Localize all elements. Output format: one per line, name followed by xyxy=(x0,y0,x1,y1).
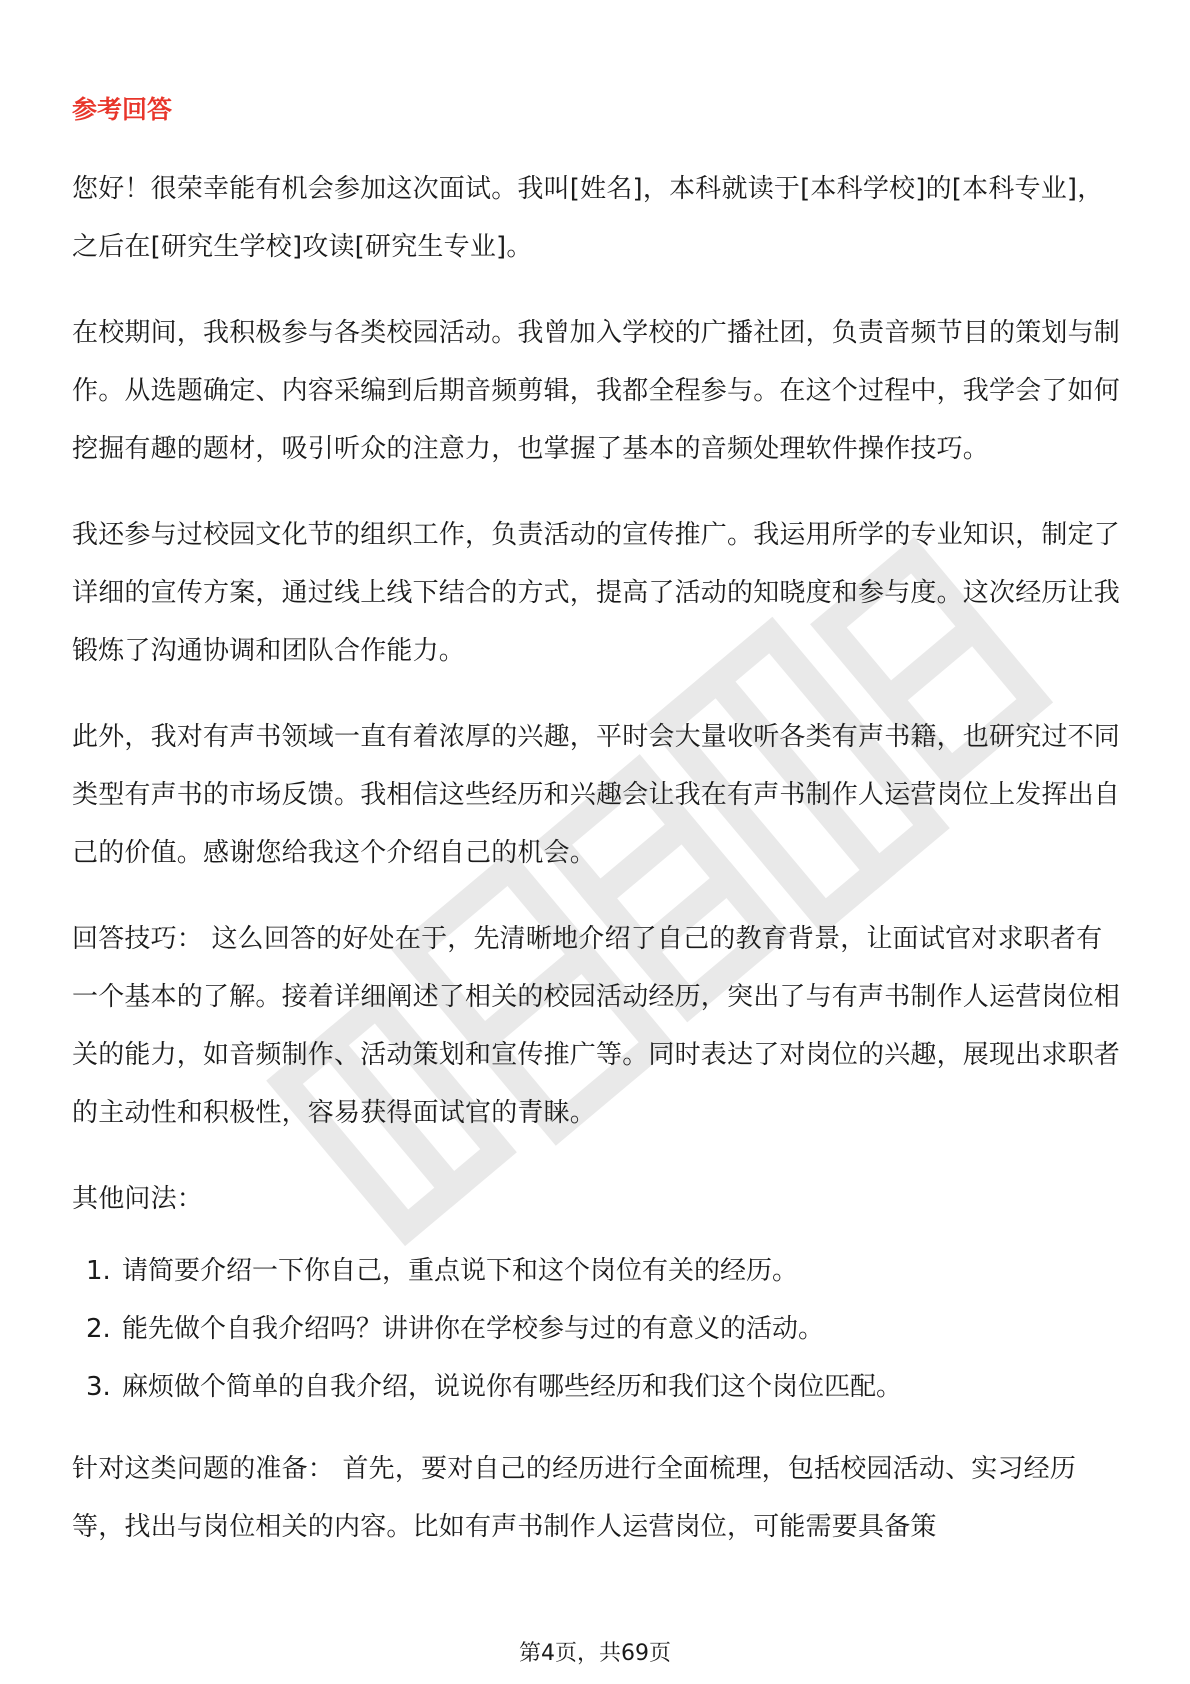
list-item-text: 麻烦做个简单的自我介绍，说说你有哪些经历和我们这个岗位匹配。 xyxy=(122,1372,903,1402)
answer-paragraph-3: 我还参与过校园文化节的组织工作，负责活动的宣传推广。我运用所学的专业知识，制定了详细的宣传方案，通过线上线下结合的方式，提高了活动的知晓度和参与度。这次经历让我锻炼了沟通协调和团队合作能力。 xyxy=(72,520,1121,666)
tips-text: 这么回答的好处在于，先清晰地介绍了自己的教育背景，让面试官对求职者有一个基本的了解。接着详细阐述了相关的校园活动经历，突出了与有声书制作人运营岗位相关的能力，如音频制作、活动策划和宣传推广等。同时表达了对岗位的兴趣，展现出求职者的主动性和积极性，容易获得面试官的青睐。 xyxy=(72,924,1121,1128)
list-item-number: 1. xyxy=(86,1256,111,1286)
answer-paragraph-2: 在校期间，我积极参与各类校园活动。我曾加入学校的广播社团，负责音频节目的策划与制作。从选题确定、内容采编到后期音频剪辑，我都全程参与。在这个过程中，我学会了如何挖掘有趣的题材，吸引听众的注意力，也掌握了基本的音频处理软件操作技巧。 xyxy=(72,318,1121,464)
list-item-text: 能先做个自我介绍吗？讲讲你在学校参与过的有意义的活动。 xyxy=(122,1314,825,1344)
answer-paragraph-4: 此外，我对有声书领域一直有着浓厚的兴趣，平时会大量收听各类有声书籍，也研究过不同类型有声书的市场反馈。我相信这些经历和兴趣会让我在有声书制作人运营岗位上发挥出自己的价值。感谢您给我这个介绍自己的机会。 xyxy=(72,722,1121,868)
list-item-number: 2. xyxy=(86,1314,111,1344)
document-page xyxy=(72,80,1122,1584)
other-questions-label: 其他问法： xyxy=(72,1184,204,1214)
section-heading: 参考回答 xyxy=(72,95,173,124)
answer-paragraph-1: 您好！很荣幸能有机会参加这次面试。我叫[姓名]，本科就读于[本科学校]的[本科专业]，之后在[研究生学校]攻读[研究生专业]。 xyxy=(72,174,1104,262)
list-item-number: 3. xyxy=(86,1372,111,1402)
page-footer: 第4页，共69页 xyxy=(519,1641,671,1666)
other-questions-list xyxy=(72,1242,1122,1416)
tips-paragraph xyxy=(72,910,1122,1142)
list-item xyxy=(86,1358,1122,1416)
preparation-paragraph xyxy=(72,1440,1122,1556)
list-item xyxy=(86,1300,1122,1358)
list-item-text: 请简要介绍一下你自己，重点说下和这个岗位有关的经历。 xyxy=(122,1256,799,1286)
tips-label: 回答技巧： xyxy=(72,924,204,954)
list-item xyxy=(86,1242,1122,1300)
preparation-label: 针对这类问题的准备： xyxy=(72,1454,335,1484)
preparation-text: 首先，要对自己的经历进行全面梳理，包括校园活动、实习经历等，找出与岗位相关的内容。比如有声书制作人运营岗位，可能需要具备策 xyxy=(72,1454,1077,1542)
